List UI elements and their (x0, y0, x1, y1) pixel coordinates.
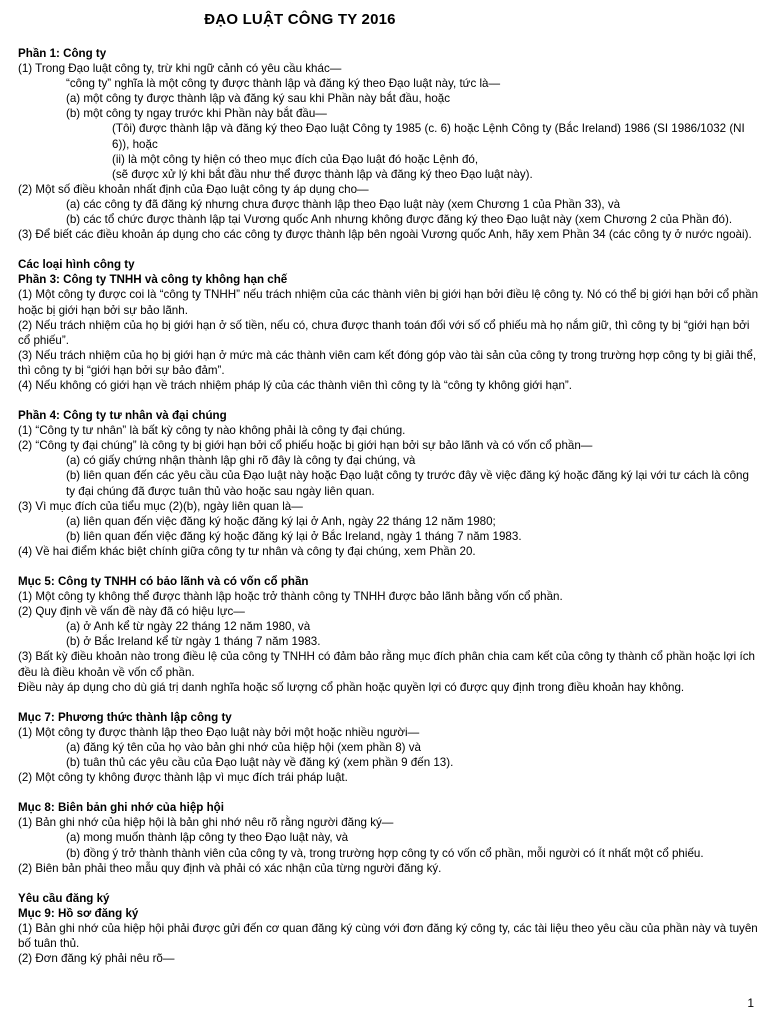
text-line: (a) liên quan đến việc đăng ký hoặc đăng ký lại ở Anh, ngày 22 tháng 12 năm 1980; (66, 514, 496, 528)
text-line: (b) liên quan đến việc đăng ký hoặc đăng ký lại ở Bắc Ireland, ngày 1 tháng 7 năm 1983. (66, 529, 522, 543)
text-line: (ii) là một công ty hiện có theo mục đích của Đạo luật đó hoặc Lệnh đó, (112, 152, 479, 166)
paragraph-gap (18, 695, 760, 710)
paragraph-gap (18, 393, 760, 408)
text-line: (4) Về hai điểm khác biệt chính giữa công ty tư nhân và công ty đại chúng, xem Phần 20. (18, 544, 476, 558)
text-line: (3) Để biết các điều khoản áp dụng cho các công ty được thành lập bên ngoài Vương quốc Anh, hãy xem Phần 34 (các công ty ở nước ngoài). (18, 228, 752, 242)
paragraph-gap (18, 785, 760, 800)
text-line: (b) các tổ chức được thành lập tại Vương quốc Anh nhưng không được đăng ký theo Đạo luật này (xem Chương 2 của Phần đó). (66, 213, 733, 227)
text-line: (2) Một số điều khoản nhất định của Đạo luật công ty áp dụng cho— (18, 182, 369, 196)
paragraph-gap (18, 559, 760, 574)
text-line: (b) đồng ý trở thành thành viên của công ty và, trong trường hợp công ty có vốn cổ phần, mỗi người có ít nhất một cổ phiếu. (66, 846, 704, 860)
section-heading: Yêu cầu đăng ký (18, 891, 110, 905)
section-heading: Phần 3: Công ty TNHH và công ty không hạn chế (18, 273, 288, 287)
text-line: (1) Một công ty được coi là “công ty TNHH” nếu trách nhiệm của các thành viên bị giới hạn bởi điều lệ công ty. Nó có thể bị giới hạn bởi cổ phần hoặc bị giới hạn bởi sự bảo lãnh. (18, 288, 759, 317)
text-line: (2) “Công ty đại chúng” là công ty bị giới hạn bởi cổ phiếu hoặc bị giới hạn bởi sự bảo lãnh và có vốn cổ phần— (18, 439, 593, 453)
text-line: (1) Một công ty được thành lập theo Đạo luật này bởi một hoặc nhiều người— (18, 725, 420, 739)
paragraph-gap (18, 242, 760, 257)
section-heading: Mục 8: Biên bản ghi nhớ của hiệp hội (18, 801, 224, 815)
text-line: (a) các công ty đã đăng ký nhưng chưa được thành lập theo Đạo luật này (xem Chương 1 của Phần 33), và (66, 197, 621, 211)
text-line: (2) Nếu trách nhiệm của họ bị giới hạn ở số tiền, nếu có, chưa được thanh toán đối với số cổ phiếu mà họ nắm giữ, thì công ty bị “giới hạn bởi cổ phiếu”. (18, 318, 750, 347)
text-line: (b) ở Bắc Ireland kể từ ngày 1 tháng 7 năm 1983. (66, 635, 321, 649)
text-line: (1) Trong Đạo luật công ty, trừ khi ngữ cảnh có yêu cầu khác— (18, 62, 342, 76)
text-line: (a) có giấy chứng nhận thành lập ghi rõ đây là công ty đại chúng, và (66, 454, 416, 468)
paragraph-gap (18, 876, 760, 891)
section-heading: Phần 4: Công ty tư nhân và đại chúng (18, 409, 227, 423)
text-line: (3) Vì mục đích của tiểu mục (2)(b), ngày liên quan là— (18, 499, 303, 513)
document-title: ĐẠO LUẬT CÔNG TY 2016 (204, 11, 396, 28)
text-line: (b) liên quan đến các yêu cầu của Đạo luật này hoặc Đạo luật công ty trước đây về việc đăng ký hoặc đăng ký lại với tư cách là công ty đại chúng đã được tuân thủ vào hoặc sau ngày liên quan. (66, 469, 749, 498)
text-line: (Tôi) được thành lập và đăng ký theo Đạo luật Công ty 1985 (c. 6) hoặc Lệnh Công ty (Bắc Ireland) 1986 (SI 1986/1032 (NI 6)), hoặc (112, 122, 745, 151)
text-line: (1) Bản ghi nhớ của hiệp hội là bản ghi nhớ nêu rõ rằng người đăng ký— (18, 816, 394, 830)
section-heading: Mục 5: Công ty TNHH có bảo lãnh và có vốn cổ phần (18, 575, 309, 588)
text-line: (a) ở Anh kể từ ngày 22 tháng 12 năm 1980, và (66, 620, 311, 634)
text-line: (2) Một công ty không được thành lập vì mục đích trái pháp luật. (18, 771, 348, 785)
text-line: (1) Một công ty không thể được thành lập hoặc trở thành công ty TNHH được bảo lãnh bằng vốn cổ phần. (18, 590, 563, 604)
text-line: (1) “Công ty tư nhân” là bất kỳ công ty nào không phải là công ty đại chúng. (18, 424, 406, 438)
section-heading: Các loại hình công ty (18, 258, 135, 272)
text-line: “công ty” nghĩa là một công ty được thành lập và đăng ký theo Đạo luật này, tức là— (66, 77, 501, 91)
text-line: Điều này áp dụng cho dù giá trị danh nghĩa hoặc số lượng cổ phần hoặc quyền lợi có được quy định trong điều khoản hay không. (18, 680, 685, 694)
text-line: (2) Biên bản phải theo mẫu quy định và phải có xác nhận của từng người đăng ký. (18, 861, 442, 875)
section-heading: Mục 9: Hồ sơ đăng ký (18, 906, 139, 920)
text-line: (a) một công ty được thành lập và đăng ký sau khi Phần này bắt đầu, hoặc (66, 92, 451, 106)
text-line: (a) đăng ký tên của họ vào bản ghi nhớ của hiệp hội (xem phần 8) và (66, 740, 421, 754)
text-line: (1) Bản ghi nhớ của hiệp hội phải được gửi đến cơ quan đăng ký cùng với đơn đăng ký công ty, các tài liệu theo yêu cầu của phần này và tuyên bố tuân thủ. (18, 921, 758, 950)
text-line: (2) Đơn đăng ký phải nêu rõ— (18, 952, 175, 966)
text-line: (a) mong muốn thành lập công ty theo Đạo luật này, và (66, 831, 349, 845)
text-line: (b) tuân thủ các yêu cầu của Đạo luật này về đăng ký (xem phần 9 đến 13). (66, 756, 454, 770)
text-line: (b) một công ty ngay trước khi Phần này bắt đầu— (66, 107, 327, 121)
document-body (18, 46, 760, 966)
page-number: 1 (747, 996, 754, 1010)
text-line: (4) Nếu không có giới hạn về trách nhiệm pháp lý của các thành viên thì công ty là “công ty không giới hạn”. (18, 378, 572, 392)
section-heading: Phần 1: Công ty (18, 47, 107, 60)
section-heading: Mục 7: Phương thức thành lập công ty (18, 710, 232, 724)
text-line: (3) Nếu trách nhiệm của họ bị giới hạn ở mức mà các thành viên cam kết đóng góp vào tài sản của công ty trong trường hợp công ty bị giải thể, thì công ty bị “giới hạn bởi sự bảo đảm”. (18, 348, 757, 377)
text-line: (sẽ được xử lý khi bắt đầu như thể được thành lập và đăng ký theo Đạo luật này). (112, 167, 533, 181)
text-line: (2) Quy định về vấn đề này đã có hiệu lực— (18, 605, 245, 619)
text-line: (3) Bất kỳ điều khoản nào trong điều lệ của công ty TNHH có đảm bảo rằng mục đích phân chia cam kết của công ty thành cổ phần hoặc lợi ích đều là điều khoản về vốn cổ phần. (18, 650, 755, 679)
